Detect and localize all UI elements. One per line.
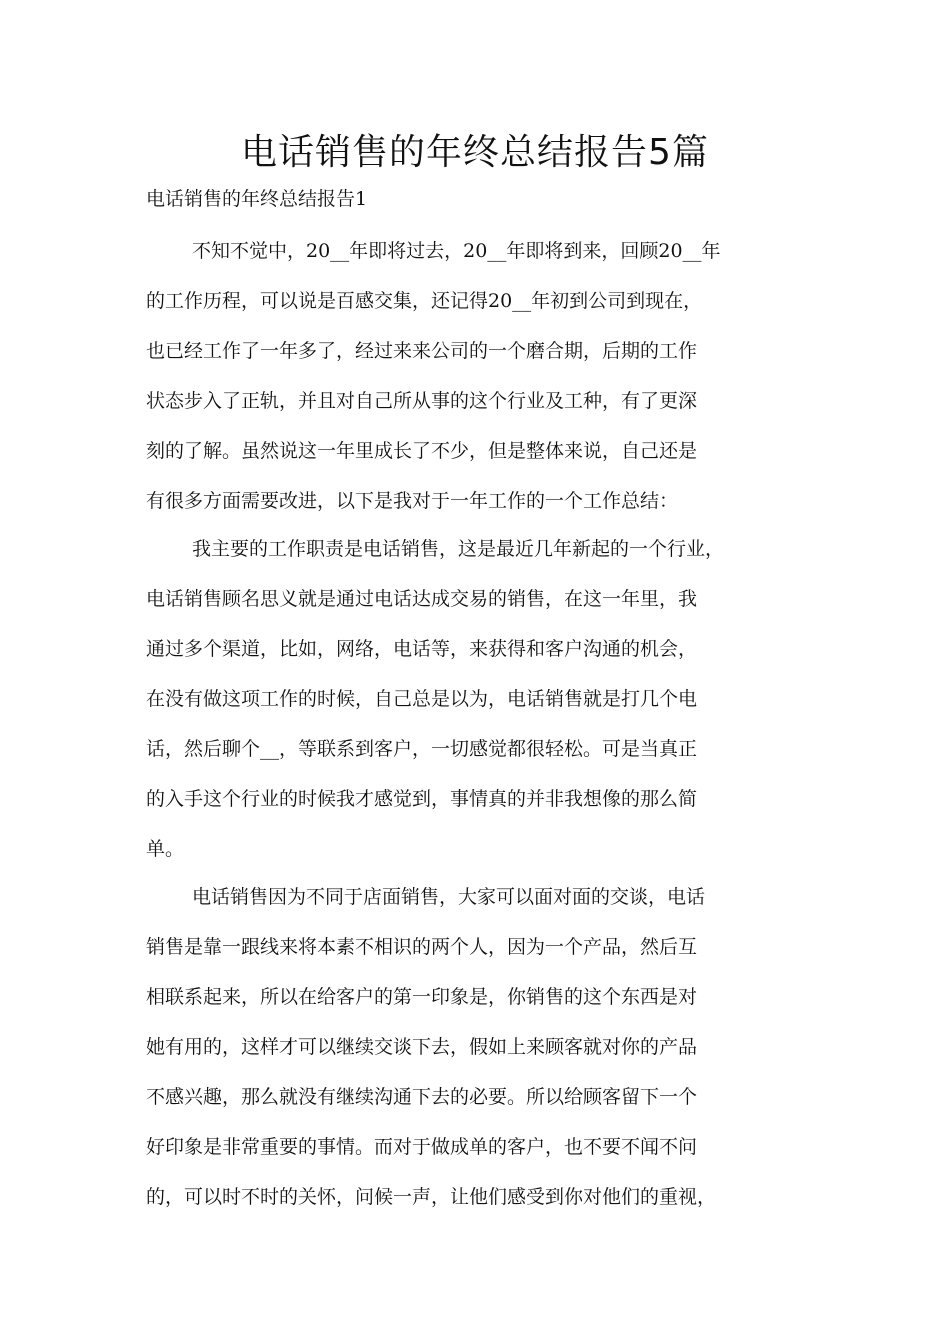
paragraph-line: 单。 [146, 838, 185, 860]
paragraph-line: 不感兴趣，那么就没有继续沟通下去的必要。所以给顾客留下一个 [146, 1086, 698, 1108]
paragraph-line: 状态步入了正轨，并且对自己所从事的这个行业及工种，有了更深 [146, 390, 698, 412]
document-title: 电话销售的年终总结报告5篇 [241, 132, 709, 173]
paragraph-line: 话，然后聊个__，等联系到客户，一切感觉都很轻松。可是当真正 [146, 738, 698, 760]
paragraph-line: 通过多个渠道，比如，网络，电话等，来获得和客户沟通的机会， [146, 638, 698, 660]
paragraph-3 [146, 872, 808, 1222]
paragraph-line: 在没有做这项工作的时候，自己总是以为，电话销售就是打几个电 [146, 688, 698, 710]
paragraph-line: 的工作历程，可以说是百感交集，还记得20__年初到公司到现在， [146, 290, 703, 312]
paragraph-line: 不知不觉中，20__年即将过去，20__年即将到来，回顾20__年 [192, 240, 721, 262]
paragraph-line: 我主要的工作职责是电话销售，这是最近几年新起的一个行业， [192, 538, 725, 560]
paragraph-line: 的入手这个行业的时候我才感觉到，事情真的并非我想像的那么简 [146, 788, 698, 810]
paragraph-line: 的，可以时不时的关怀，问候一声，让他们感受到你对他们的重视， [146, 1186, 717, 1208]
paragraph-line: 电话销售因为不同于店面销售，大家可以面对面的交谈，电话 [192, 886, 706, 908]
paragraph-2 [146, 524, 808, 874]
paragraph-line: 销售是靠一跟线来将本素不相识的两个人，因为一个产品，然后互 [146, 936, 698, 958]
paragraph-line: 电话销售顾名思义就是通过电话达成交易的销售，在这一年里，我 [146, 588, 698, 610]
paragraph-line: 相联系起来，所以在给客户的第一印象是，你销售的这个东西是对 [146, 986, 698, 1008]
paragraph-line: 也已经工作了一年多了，经过来来公司的一个磨合期，后期的工作 [146, 340, 698, 362]
section-heading: 电话销售的年终总结报告1 [146, 188, 368, 210]
paragraph-line: 她有用的，这样才可以继续交谈下去，假如上来顾客就对你的产品 [146, 1036, 698, 1058]
paragraph-line: 刻的了解。虽然说这一年里成长了不少，但是整体来说，自己还是 [146, 440, 698, 462]
paragraph-line: 好印象是非常重要的事情。而对于做成单的客户，也不要不闻不问 [146, 1136, 698, 1158]
paragraph-1 [146, 226, 808, 526]
paragraph-line: 有很多方面需要改进，以下是我对于一年工作的一个工作总结： [146, 490, 679, 512]
